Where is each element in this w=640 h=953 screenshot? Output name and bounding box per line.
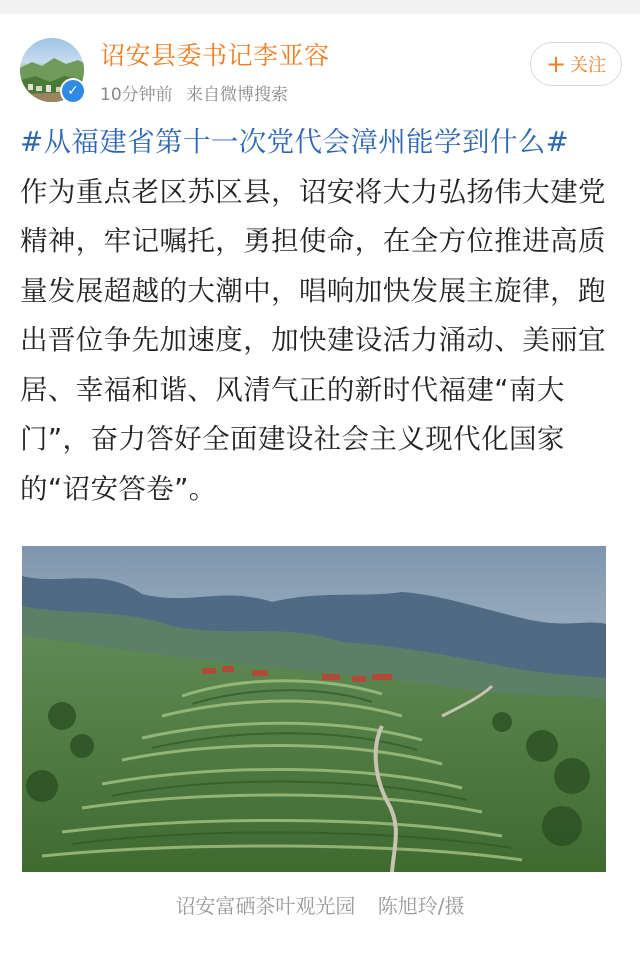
image-caption [0,890,640,919]
post-time: 10分钟前 [100,85,173,105]
avatar[interactable] [20,38,84,102]
post-header [0,14,640,114]
post-image[interactable] [22,546,606,872]
plus-icon: + [545,50,567,78]
post-body-text: 作为重点老区苏区县，诏安将大力弘扬伟大建党精神，牢记嘱托，勇担使命，在全方位推进高质量发展超越的大潮中，唱响加快发展主旋律，跑出晋位争先加速度，加快建设活力涌动、美丽宜居、幸福和谐、风清气正的新时代福建“南大门”，奋力答好全面建设社会主义现代化国家的“诏安答卷”。 [20,175,606,505]
caption-title: 诏安富硒茶叶观光园 [175,894,356,918]
caption-credit: 陈旭玲/摄 [377,894,465,918]
top-divider-bar [0,0,640,14]
tea-plantation-photo [22,546,606,872]
post-meta [100,80,288,105]
post-content [20,118,626,514]
hashtag-link[interactable]: #从福建省第十一次党代会漳州能学到什么# [20,126,570,158]
follow-label: 关注 [570,55,607,76]
author-name[interactable]: 诏安县委书记李亚容 [100,41,330,70]
verified-badge-icon: ✓ [60,78,86,104]
post-source: 来自微博搜索 [186,85,289,105]
follow-button[interactable] [530,42,622,86]
